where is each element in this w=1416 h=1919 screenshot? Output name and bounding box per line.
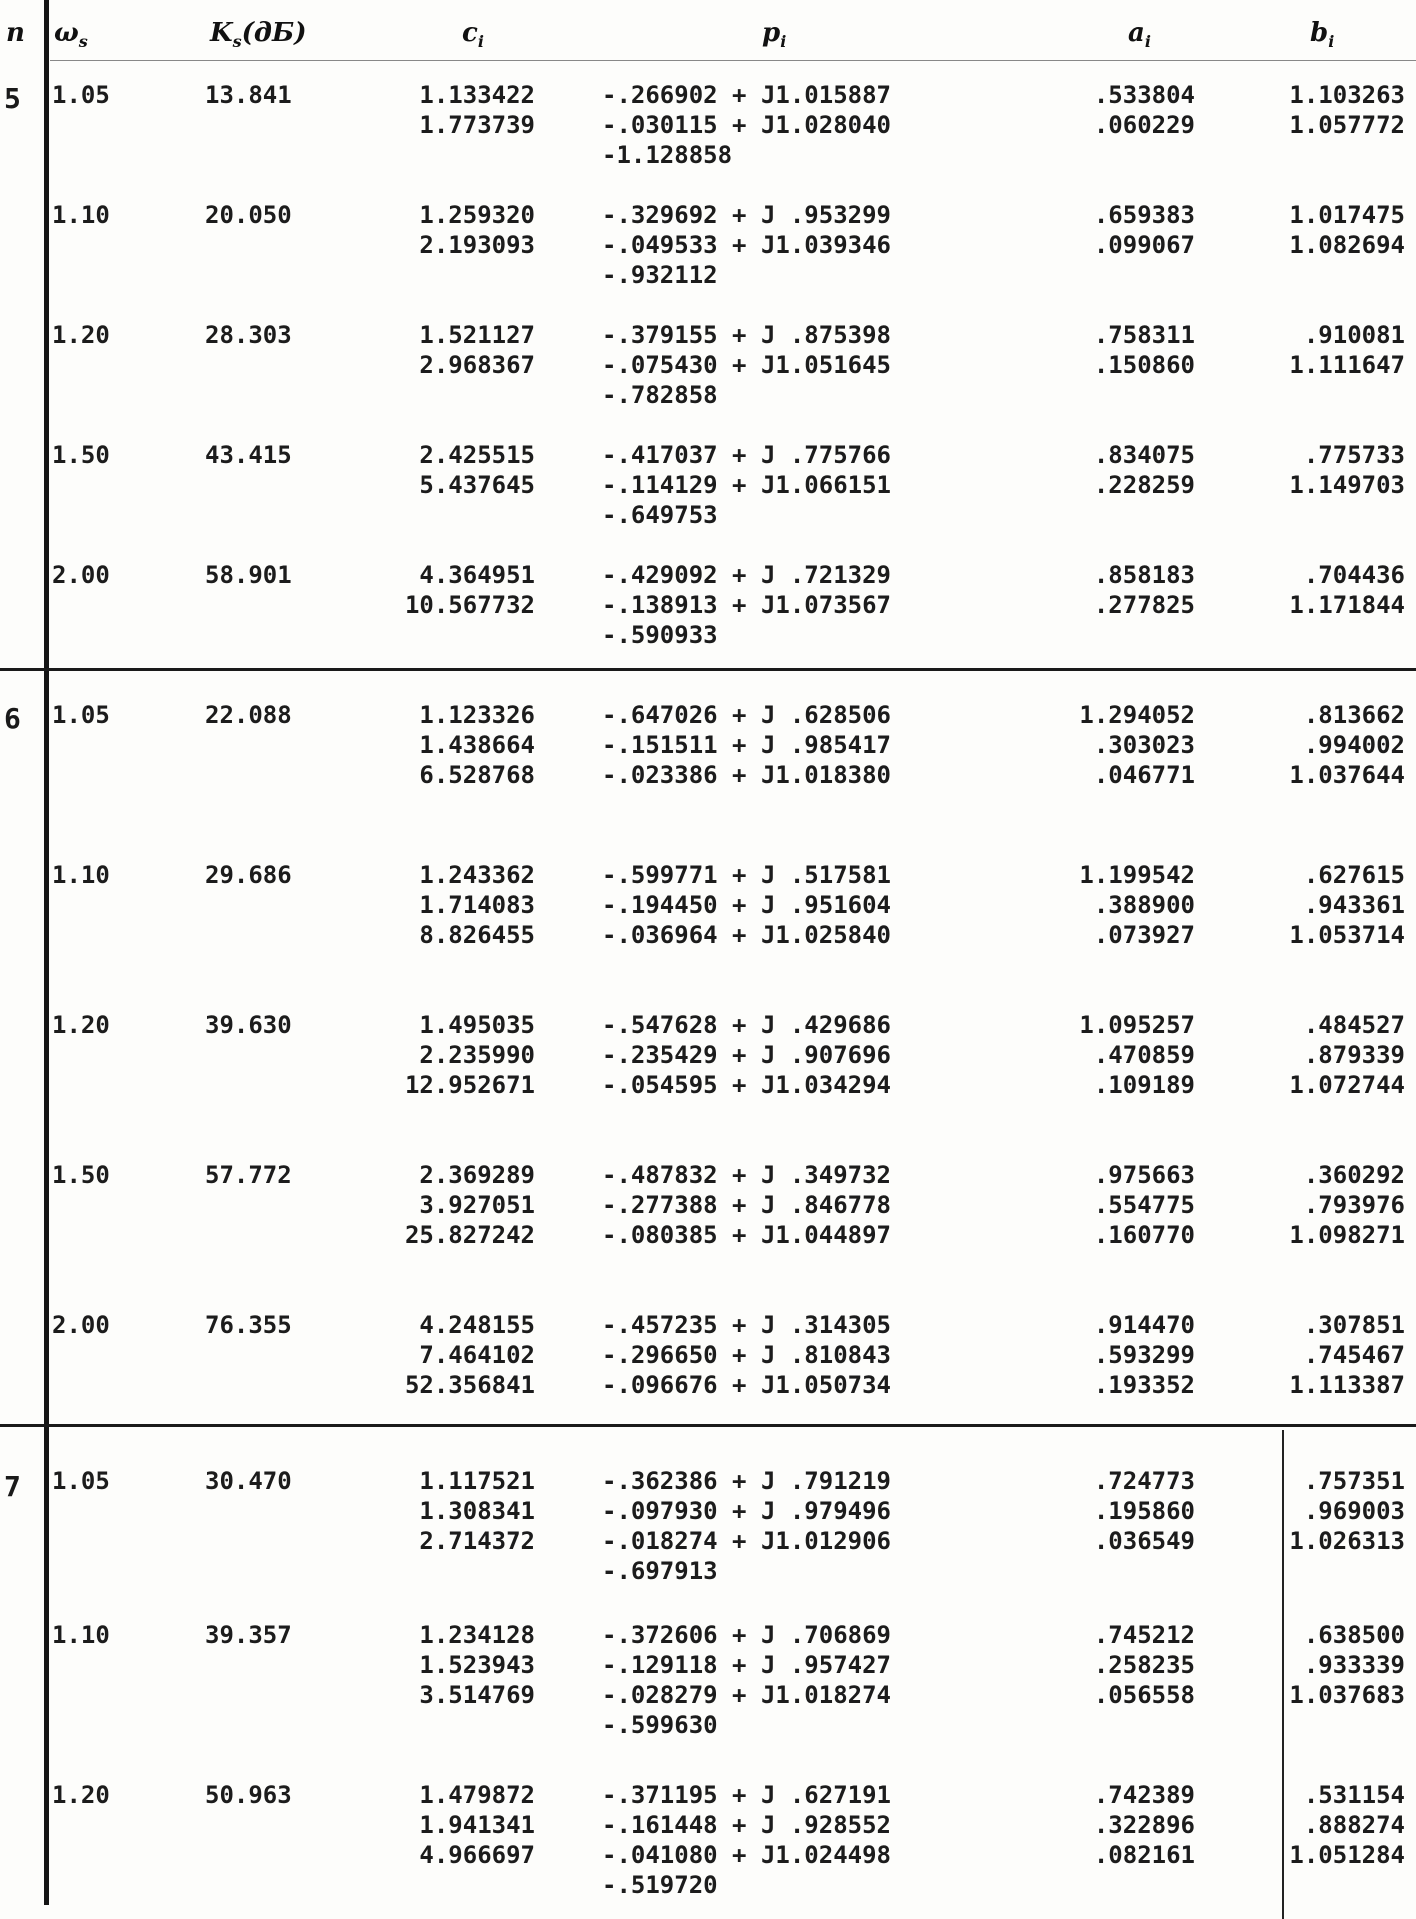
header-pi: $p_i$: [762, 18, 787, 52]
pi-values-line: -.129118 + J .957427: [602, 1651, 891, 1679]
ci-values: [360, 1310, 535, 1400]
ks-value: 22.088: [205, 701, 292, 729]
ai-values-line: .228259: [1093, 471, 1195, 499]
ci-values-line: 1.495035: [419, 1011, 535, 1039]
header-divider: [50, 60, 1416, 61]
bi-values-line: 1.113387: [1289, 1371, 1405, 1399]
ci-values-line: 52.356841: [404, 1371, 535, 1399]
ai-values-line: .742389: [1093, 1781, 1195, 1809]
ai-values-line: .082161: [1093, 1841, 1195, 1869]
header-ks: $K_s(дБ)$: [210, 18, 307, 52]
pi-values-line: -.599630: [602, 1711, 718, 1739]
pi-values-line: -.932112: [602, 261, 718, 289]
ci-values: [360, 440, 535, 500]
pi-values-line: -1.128858: [602, 141, 733, 169]
ai-values: [1045, 1620, 1195, 1710]
ci-values-line: 4.966697: [419, 1841, 535, 1869]
ci-values-line: 1.133422: [419, 81, 535, 109]
ks-value: 13.841: [205, 81, 292, 109]
ci-values-line: 7.464102: [419, 1341, 535, 1369]
pi-values-line: -.041080 + J1.024498: [602, 1841, 891, 1869]
bi-values: [1240, 440, 1405, 500]
pi-values: [602, 1310, 891, 1400]
ai-values-line: .724773: [1093, 1467, 1195, 1495]
ci-values: [360, 560, 535, 620]
ci-values-line: 6.528768: [419, 761, 535, 789]
bi-values-line: 1.098271: [1289, 1221, 1405, 1249]
ai-values: [1045, 700, 1195, 790]
omega-s-value: 1.05: [52, 701, 110, 729]
ci-values: [360, 1160, 535, 1250]
ai-values: [1045, 860, 1195, 950]
ci-values-line: 2.714372: [419, 1527, 535, 1555]
pi-values-line: -.028279 + J1.018274: [602, 1681, 891, 1709]
pi-values-line: -.417037 + J .775766: [602, 441, 891, 469]
pi-values-line: -.235429 + J .907696: [602, 1041, 891, 1069]
pi-values-line: -.277388 + J .846778: [602, 1191, 891, 1219]
pi-values-line: -.697913: [602, 1557, 718, 1585]
bi-values-line: .531154: [1303, 1781, 1405, 1809]
ai-values-line: 1.294052: [1079, 701, 1195, 729]
pi-values-line: -.649753: [602, 501, 718, 529]
ci-values-line: 2.968367: [419, 351, 535, 379]
bi-values: [1240, 1466, 1405, 1556]
ai-values: [1045, 1010, 1195, 1100]
ci-values-line: 1.479872: [419, 1781, 535, 1809]
pi-values-line: -.379155 + J .875398: [602, 321, 891, 349]
order-n-label: 6: [4, 702, 21, 735]
ai-values: [1045, 320, 1195, 380]
pi-values-line: -.296650 + J .810843: [602, 1341, 891, 1369]
bi-values-line: 1.037683: [1289, 1681, 1405, 1709]
ai-values-line: .150860: [1093, 351, 1195, 379]
bi-values: [1240, 80, 1405, 140]
ai-values-line: .858183: [1093, 561, 1195, 589]
ci-values: [360, 700, 535, 790]
ai-values: [1045, 1310, 1195, 1400]
bi-values-line: .638500: [1303, 1621, 1405, 1649]
bi-values-line: 1.082694: [1289, 231, 1405, 259]
pi-values-line: -.096676 + J1.050734: [602, 1371, 891, 1399]
ai-values: [1045, 200, 1195, 260]
bi-values-line: .879339: [1303, 1041, 1405, 1069]
bi-values: [1240, 1310, 1405, 1400]
bi-values-line: 1.149703: [1289, 471, 1405, 499]
ai-values: [1045, 560, 1195, 620]
bi-values-line: .360292: [1303, 1161, 1405, 1189]
group-divider-5-6: [0, 668, 1416, 671]
pi-values: [602, 1620, 891, 1740]
ai-values-line: .036549: [1093, 1527, 1195, 1555]
pi-values: [602, 1780, 891, 1900]
ci-values-line: 1.438664: [419, 731, 535, 759]
pi-values-line: -.329692 + J .953299: [602, 201, 891, 229]
bi-values-line: .933339: [1303, 1651, 1405, 1679]
ci-values-line: 1.523943: [419, 1651, 535, 1679]
ai-values-line: .160770: [1093, 1221, 1195, 1249]
pi-values-line: -.075430 + J1.051645: [602, 351, 891, 379]
ai-values-line: .758311: [1093, 321, 1195, 349]
bi-values-line: .627615: [1303, 861, 1405, 889]
ci-values-line: 4.364951: [419, 561, 535, 589]
bi-values-line: 1.017475: [1289, 201, 1405, 229]
ci-values-line: 1.308341: [419, 1497, 535, 1525]
ai-values: [1045, 440, 1195, 500]
bi-values-line: .994002: [1303, 731, 1405, 759]
bi-values: [1240, 1010, 1405, 1100]
ci-values-line: 12.952671: [404, 1071, 535, 1099]
ai-values-line: .046771: [1093, 761, 1195, 789]
ai-values-line: .258235: [1093, 1651, 1195, 1679]
ci-values-line: 1.773739: [419, 111, 535, 139]
pi-values-line: -.194450 + J .951604: [602, 891, 891, 919]
pi-values: [602, 1160, 891, 1250]
bi-values-line: .910081: [1303, 321, 1405, 349]
ci-values-line: 10.567732: [404, 591, 535, 619]
bi-values-line: 1.026313: [1289, 1527, 1405, 1555]
bi-values-line: 1.103263: [1289, 81, 1405, 109]
bi-values-line: .307851: [1303, 1311, 1405, 1339]
bi-values-line: 1.053714: [1289, 921, 1405, 949]
pi-values-line: -.138913 + J1.073567: [602, 591, 891, 619]
ci-values-line: 5.437645: [419, 471, 535, 499]
ci-values-line: 1.243362: [419, 861, 535, 889]
pi-values-line: -.487832 + J .349732: [602, 1161, 891, 1189]
header-ci: $c_i$: [462, 18, 484, 52]
header-omega-s: $\omega_s$: [54, 18, 88, 52]
ks-value: 58.901: [205, 561, 292, 589]
omega-s-value: 1.20: [52, 321, 110, 349]
ci-values-line: 1.941341: [419, 1811, 535, 1839]
ai-values-line: .109189: [1093, 1071, 1195, 1099]
pi-values-line: -.429092 + J .721329: [602, 561, 891, 589]
ci-values-line: 1.521127: [419, 321, 535, 349]
order-n-label: 5: [4, 82, 21, 115]
bi-values-line: .704436: [1303, 561, 1405, 589]
pi-values-line: -.049533 + J1.039346: [602, 231, 891, 259]
ci-values-line: 3.514769: [419, 1681, 535, 1709]
ci-values-line: 4.248155: [419, 1311, 535, 1339]
bi-values: [1240, 320, 1405, 380]
bi-values-line: 1.037644: [1289, 761, 1405, 789]
header-bi: $b_i$: [1310, 18, 1335, 52]
pi-values-line: -.151511 + J .985417: [602, 731, 891, 759]
ci-values-line: 2.369289: [419, 1161, 535, 1189]
bi-values-line: .943361: [1303, 891, 1405, 919]
pi-values-line: -.362386 + J .791219: [602, 1467, 891, 1495]
ci-values-line: 1.123326: [419, 701, 535, 729]
ks-value: 20.050: [205, 201, 292, 229]
ai-values: [1045, 80, 1195, 140]
pi-values: [602, 440, 891, 530]
ci-values: [360, 860, 535, 950]
n-column-divider: [44, 0, 49, 1905]
ai-values-line: .056558: [1093, 1681, 1195, 1709]
pi-values-line: -.080385 + J1.044897: [602, 1221, 891, 1249]
ci-values-line: 25.827242: [404, 1221, 535, 1249]
ai-values: [1045, 1160, 1195, 1250]
ks-value: 50.963: [205, 1781, 292, 1809]
ks-value: 39.630: [205, 1011, 292, 1039]
pi-values-line: -.161448 + J .928552: [602, 1811, 891, 1839]
pi-values-line: -.647026 + J .628506: [602, 701, 891, 729]
bi-values-line: .484527: [1303, 1011, 1405, 1039]
ai-values-line: 1.095257: [1079, 1011, 1195, 1039]
bi-values-line: .793976: [1303, 1191, 1405, 1219]
ai-values-line: .303023: [1093, 731, 1195, 759]
ci-values-line: 2.193093: [419, 231, 535, 259]
ai-values-line: .193352: [1093, 1371, 1195, 1399]
pi-values: [602, 700, 891, 790]
pi-values-line: -.030115 + J1.028040: [602, 111, 891, 139]
omega-s-value: 1.05: [52, 1467, 110, 1495]
ai-values-line: .593299: [1093, 1341, 1195, 1369]
ks-value: 76.355: [205, 1311, 292, 1339]
omega-s-value: 2.00: [52, 1311, 110, 1339]
ai-values-line: .470859: [1093, 1041, 1195, 1069]
pi-values: [602, 80, 891, 170]
bi-values-line: .888274: [1303, 1811, 1405, 1839]
pi-values-line: -.114129 + J1.066151: [602, 471, 891, 499]
header-ai: $a_i$: [1128, 18, 1151, 52]
omega-s-value: 1.50: [52, 441, 110, 469]
ai-values: [1045, 1466, 1195, 1556]
pi-values: [602, 560, 891, 650]
ci-values: [360, 320, 535, 380]
ai-values-line: .834075: [1093, 441, 1195, 469]
omega-s-value: 1.10: [52, 1621, 110, 1649]
bi-values: [1240, 1780, 1405, 1870]
pi-values-line: -.097930 + J .979496: [602, 1497, 891, 1525]
ci-values-line: 1.234128: [419, 1621, 535, 1649]
ai-values-line: .099067: [1093, 231, 1195, 259]
pi-values: [602, 1466, 891, 1586]
pi-values-line: -.054595 + J1.034294: [602, 1071, 891, 1099]
ci-values: [360, 1780, 535, 1870]
ks-value: 29.686: [205, 861, 292, 889]
omega-s-value: 1.20: [52, 1011, 110, 1039]
bi-values-line: .969003: [1303, 1497, 1405, 1525]
pi-values: [602, 320, 891, 410]
bi-values-line: 1.111647: [1289, 351, 1405, 379]
bi-values: [1240, 860, 1405, 950]
pi-values-line: -.372606 + J .706869: [602, 1621, 891, 1649]
pi-values-line: -.371195 + J .627191: [602, 1781, 891, 1809]
ai-values-line: .388900: [1093, 891, 1195, 919]
ci-values: [360, 80, 535, 140]
ci-values-line: 2.425515: [419, 441, 535, 469]
omega-s-value: 1.20: [52, 1781, 110, 1809]
pi-values-line: -.782858: [602, 381, 718, 409]
bi-values: [1240, 560, 1405, 620]
omega-s-value: 1.05: [52, 81, 110, 109]
ci-values: [360, 1620, 535, 1710]
bi-values-line: 1.051284: [1289, 1841, 1405, 1869]
ks-value: 30.470: [205, 1467, 292, 1495]
pi-values-line: -.036964 + J1.025840: [602, 921, 891, 949]
bi-values-line: .757351: [1303, 1467, 1405, 1495]
omega-s-value: 2.00: [52, 561, 110, 589]
ai-values-line: .554775: [1093, 1191, 1195, 1219]
ks-value: 43.415: [205, 441, 292, 469]
ci-values-line: 2.235990: [419, 1041, 535, 1069]
bi-values: [1240, 200, 1405, 260]
ks-value: 57.772: [205, 1161, 292, 1189]
pi-values-line: -.519720: [602, 1871, 718, 1899]
bi-values: [1240, 1620, 1405, 1710]
ai-values-line: .975663: [1093, 1161, 1195, 1189]
bi-values-line: .745467: [1303, 1341, 1405, 1369]
ci-values: [360, 1010, 535, 1100]
pi-values-line: -.457235 + J .314305: [602, 1311, 891, 1339]
pi-values-line: -.547628 + J .429686: [602, 1011, 891, 1039]
ai-values-line: .533804: [1093, 81, 1195, 109]
ci-values: [360, 200, 535, 260]
omega-s-value: 1.50: [52, 1161, 110, 1189]
omega-s-value: 1.10: [52, 861, 110, 889]
ks-value: 39.357: [205, 1621, 292, 1649]
pi-values-line: -.590933: [602, 621, 718, 649]
bi-values-line: 1.057772: [1289, 111, 1405, 139]
pi-values: [602, 1010, 891, 1100]
ai-values-line: .277825: [1093, 591, 1195, 619]
ai-values-line: 1.199542: [1079, 861, 1195, 889]
ai-values: [1045, 1780, 1195, 1870]
pi-values: [602, 200, 891, 290]
ai-values-line: .659383: [1093, 201, 1195, 229]
omega-s-value: 1.10: [52, 201, 110, 229]
ai-values-line: .060229: [1093, 111, 1195, 139]
ci-values-line: 1.259320: [419, 201, 535, 229]
pi-values-line: -.023386 + J1.018380: [602, 761, 891, 789]
bi-values-line: 1.072744: [1289, 1071, 1405, 1099]
header-n: n: [6, 18, 25, 48]
pi-values-line: -.018274 + J1.012906: [602, 1527, 891, 1555]
ai-values-line: .914470: [1093, 1311, 1195, 1339]
ks-value: 28.303: [205, 321, 292, 349]
group-divider-6-7: [0, 1424, 1416, 1427]
ai-values-line: .745212: [1093, 1621, 1195, 1649]
ai-values-line: .322896: [1093, 1811, 1195, 1839]
ai-values-line: .073927: [1093, 921, 1195, 949]
ci-values-line: 8.826455: [419, 921, 535, 949]
ci-values-line: 3.927051: [419, 1191, 535, 1219]
bi-values: [1240, 700, 1405, 790]
bi-values: [1240, 1160, 1405, 1250]
ci-values: [360, 1466, 535, 1556]
ci-values-line: 1.714083: [419, 891, 535, 919]
pi-values: [602, 860, 891, 950]
bi-values-line: .813662: [1303, 701, 1405, 729]
bi-values-line: .775733: [1303, 441, 1405, 469]
bi-values-line: 1.171844: [1289, 591, 1405, 619]
pi-values-line: -.266902 + J1.015887: [602, 81, 891, 109]
pi-values-line: -.599771 + J .517581: [602, 861, 891, 889]
ai-values-line: .195860: [1093, 1497, 1195, 1525]
order-n-label: 7: [4, 1470, 21, 1503]
ci-values-line: 1.117521: [419, 1467, 535, 1495]
